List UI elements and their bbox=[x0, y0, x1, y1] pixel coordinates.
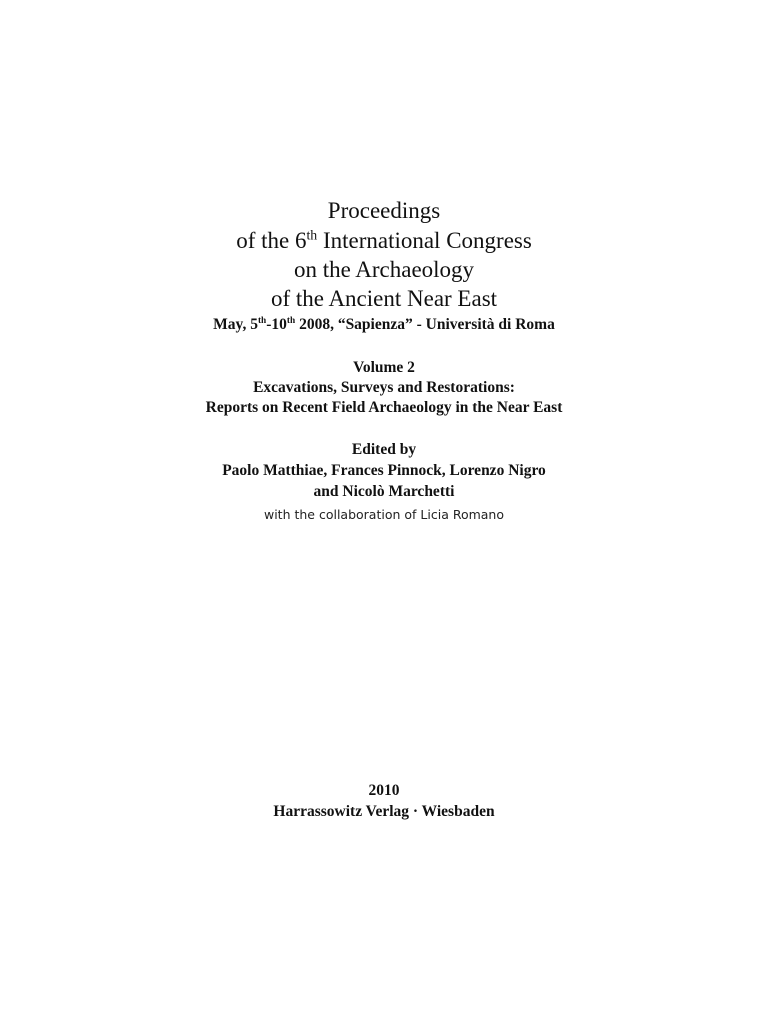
date-venue: 2008, “Sapienza” - Università di Roma bbox=[295, 316, 555, 333]
title-line-2 bbox=[0, 227, 768, 255]
date-start-suffix: th bbox=[257, 315, 267, 326]
date-end-suffix: th bbox=[286, 315, 296, 326]
date-end: -10 bbox=[266, 316, 287, 333]
date-start: May, 5 bbox=[213, 316, 258, 333]
title-congress-prefix: of the 6 bbox=[236, 228, 307, 253]
title-line-4 bbox=[0, 285, 768, 313]
title-archaeology: on the Archaeology bbox=[293, 257, 475, 282]
publisher: Harrassowitz Verlag · Wiesbaden bbox=[273, 803, 495, 820]
editors-line-1: Paolo Matthiae, Frances Pinnock, Lorenzo Nigro bbox=[222, 462, 546, 479]
collaboration-note: with the collaboration of Licia Romano bbox=[263, 507, 505, 522]
title-line-3 bbox=[0, 256, 768, 284]
title-congress-suffix: International Congress bbox=[317, 228, 532, 253]
ordinal-suffix: th bbox=[306, 227, 318, 243]
publication-year: 2010 bbox=[368, 782, 400, 799]
volume-label: Volume 2 bbox=[353, 359, 415, 376]
volume-subtitle-2: Reports on Recent Field Archaeology in the Near East bbox=[205, 399, 563, 416]
title-proceedings: Proceedings bbox=[327, 198, 441, 223]
title-near-east: of the Ancient Near East bbox=[270, 286, 498, 311]
edited-by-heading: Edited by bbox=[351, 441, 417, 458]
editors-line-2: and Nicolò Marchetti bbox=[313, 483, 455, 500]
volume-subtitle-1: Excavations, Surveys and Restorations: bbox=[253, 379, 515, 396]
congress-dates bbox=[0, 315, 768, 335]
title-line-1 bbox=[0, 197, 768, 225]
